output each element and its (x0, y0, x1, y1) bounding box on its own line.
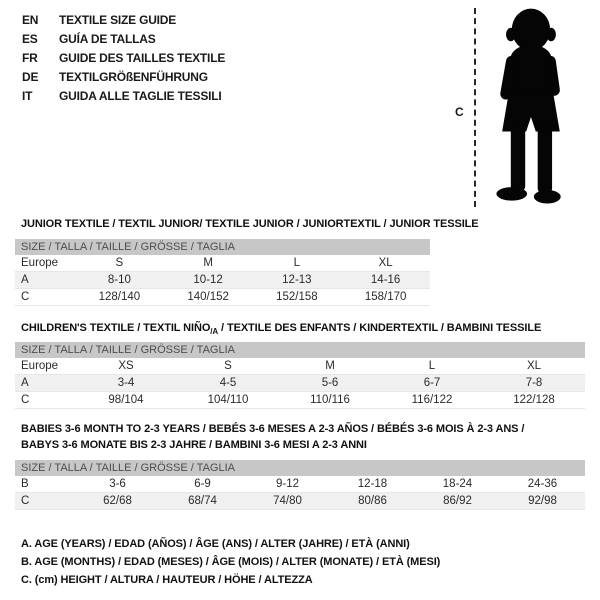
table-cell: 18-24 (442, 478, 473, 490)
table-cell: L (428, 360, 436, 372)
row-label: C (21, 291, 30, 303)
table-cell: 7-8 (525, 377, 543, 389)
children-size-table (15, 342, 585, 409)
babies-title-line1: BABIES 3-6 MONTH TO 2-3 YEARS / BEBÉS 3-6 MESES A 2-3 AÑOS / BÉBÉS 3-6 MOIS À 2-3 ANS / (21, 423, 525, 435)
language-list (22, 11, 225, 106)
table-cell: 14-16 (370, 274, 401, 286)
language-code: ES (22, 32, 38, 46)
language-label: TEXTILGRÖßENFÜHRUNG (59, 70, 208, 84)
table-cell: 128/140 (98, 291, 141, 303)
table-cell: 152/158 (276, 291, 318, 303)
table-cell: 74/80 (273, 495, 302, 507)
note-b: B. AGE (MONTHS) / EDAD (MESES) / ÂGE (MOIS) / ALTER (MONATE) / ETÀ (MESI) (21, 556, 441, 568)
table-cell: 122/128 (513, 394, 555, 406)
table-cell: 68/74 (188, 495, 217, 507)
table-row (15, 289, 430, 306)
table-cell: 110/116 (310, 394, 350, 406)
row-label: C (21, 394, 30, 406)
language-label: GUÍA DE TALLAS (59, 32, 156, 46)
table-cell: 12-18 (357, 478, 388, 490)
height-dashed-line (474, 8, 476, 207)
note-a: A. AGE (YEARS) / EDAD (AÑOS) / ÂGE (ANS) / ALTER (JAHRE) / ETÀ (ANNI) (21, 538, 410, 550)
note-c: C. (cm) HEIGHT / ALTURA / HAUTEUR / HÖHE / ALTEZZA (21, 574, 313, 586)
baby-silhouette-icon (482, 5, 578, 208)
table-cell: 6-7 (423, 377, 441, 389)
table-cell: XS (118, 360, 134, 372)
table-cell: 104/110 (207, 394, 249, 406)
junior-title-text: JUNIOR TEXTILE / TEXTIL JUNIOR/ TEXTILE JUNIOR / JUNIORTEXTIL / JUNIOR TESSILE (21, 218, 479, 230)
language-code: IT (22, 89, 33, 103)
language-row-en (22, 11, 225, 30)
children-section-title (21, 320, 541, 340)
language-code: DE (22, 70, 39, 84)
language-label: GUIDE DES TAILLES TEXTILE (59, 51, 226, 65)
table-cell: S (224, 360, 232, 372)
table-row (15, 375, 585, 392)
table-cell: 4-5 (219, 377, 237, 389)
junior-size-header-bar: SIZE / TALLA / TAILLE / GRÖSSE / TAGLIA (15, 239, 430, 255)
table-cell: 62/68 (103, 495, 132, 507)
language-code: FR (22, 51, 38, 65)
table-cell: 3-4 (117, 377, 135, 389)
language-row-es (22, 30, 225, 49)
table-row (15, 358, 585, 375)
language-row-fr (22, 49, 225, 68)
babies-section-title (21, 421, 581, 453)
table-cell: 5-6 (321, 377, 339, 389)
table-cell: 116/122 (411, 394, 453, 406)
table-row (15, 392, 585, 409)
table-cell: 158/170 (364, 291, 407, 303)
children-title-text: CHILDREN'S TEXTILE / TEXTIL NIÑO (21, 322, 211, 334)
table-row (15, 272, 430, 289)
children-title-text-2: / TEXTILE DES ENFANTS / KINDERTEXTIL / BAMBINI TESSILE (218, 322, 542, 334)
junior-section-title (21, 216, 479, 232)
table-cell: M (325, 360, 335, 372)
language-label: TEXTILE SIZE GUIDE (59, 13, 177, 27)
table-row (15, 476, 585, 493)
babies-size-header-bar: SIZE / TALLA / TAILLE / GRÖSSE / TAGLIA (15, 460, 585, 476)
table-cell: M (203, 257, 213, 269)
row-label: Europe (21, 360, 59, 372)
table-cell: XL (526, 360, 542, 372)
table-cell: 6-9 (194, 478, 211, 490)
table-cell: 3-6 (109, 478, 126, 490)
language-row-de (22, 68, 225, 87)
children-size-header-bar: SIZE / TALLA / TAILLE / GRÖSSE / TAGLIA (15, 342, 585, 358)
table-cell: 24-36 (527, 478, 558, 490)
language-row-it (22, 87, 225, 106)
table-cell: 86/92 (443, 495, 472, 507)
table-cell: 140/152 (187, 291, 229, 303)
table-row (15, 255, 430, 272)
table-cell: 10-12 (193, 274, 223, 286)
table-cell: 8-10 (107, 274, 131, 286)
legend-notes (21, 535, 440, 589)
table-cell: 12-13 (282, 274, 312, 286)
children-title-subscript: /A (210, 327, 219, 337)
junior-size-table (15, 239, 430, 306)
language-label: GUIDA ALLE TAGLIE TESSILI (59, 89, 222, 103)
height-measure-label: C (455, 105, 464, 119)
babies-size-table (15, 460, 585, 510)
table-cell: S (115, 257, 124, 269)
table-cell: XL (378, 257, 393, 269)
table-cell: 80/86 (358, 495, 387, 507)
row-label: C (21, 495, 30, 507)
row-label: Europe (21, 257, 59, 269)
row-label: A (21, 274, 29, 286)
table-cell: 98/104 (108, 394, 144, 406)
table-row (15, 493, 585, 510)
table-cell: 92/98 (528, 495, 557, 507)
table-cell: 9-12 (275, 478, 300, 490)
table-cell: L (293, 257, 301, 269)
row-label: A (21, 377, 29, 389)
babies-title-line2: BABYS 3-6 MONATE BIS 2-3 JAHRE / BAMBINI 3-6 MESI A 2-3 ANNI (21, 439, 367, 451)
language-code: EN (22, 13, 39, 27)
row-label: B (21, 478, 29, 490)
